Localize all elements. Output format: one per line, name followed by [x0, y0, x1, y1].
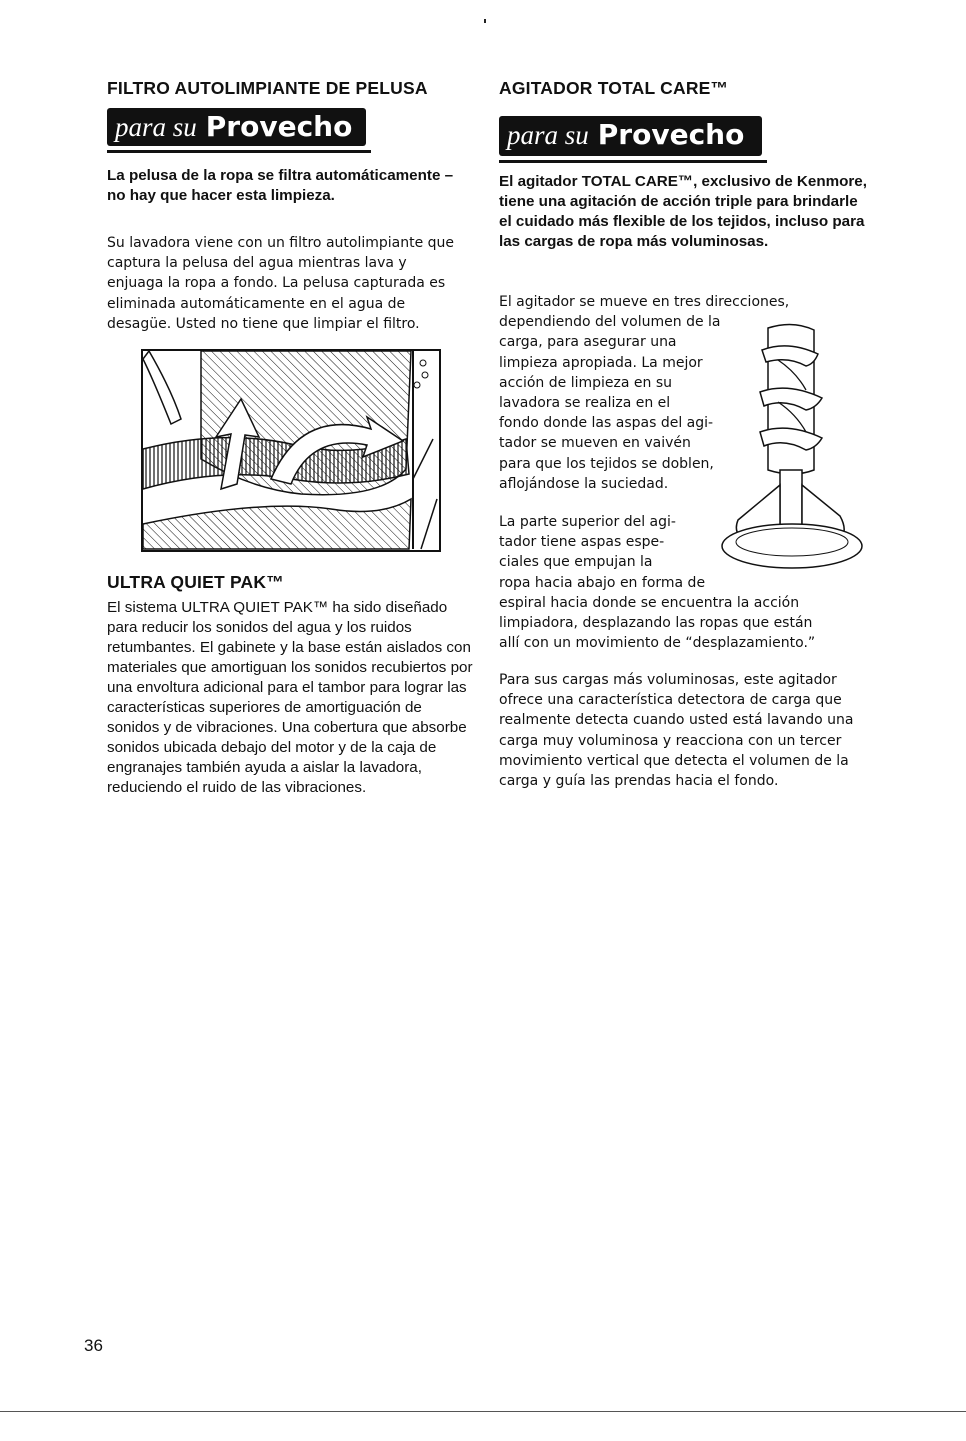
badge-underline: [499, 160, 767, 163]
lint-filter-illustration: [141, 349, 441, 552]
text-line: acción de limpieza en su: [499, 374, 672, 391]
badge-word-text: Provecho: [205, 110, 353, 143]
text-line: carga, para asegurar una: [499, 334, 677, 351]
text-line: allí con un movimiento de “desplazamiento.”: [499, 635, 816, 652]
badge-underline: [107, 150, 371, 153]
text-line: fondo donde las aspas del agi-: [499, 415, 714, 432]
text-line: tador se mueven en vaivén: [499, 435, 691, 452]
text-line: ciales que empujan la: [499, 554, 653, 571]
text-line: espiral hacia donde se encuentra la acción: [499, 594, 800, 611]
page-bottom-rule: [0, 1411, 966, 1412]
text-line: ropa hacia abajo en forma de: [499, 574, 706, 591]
text-line: lavadora se realiza en el: [499, 395, 671, 412]
text-line: dependiendo del volumen de la: [499, 314, 721, 331]
filter-body-text: Su lavadora viene con un filtro autolimpiante que captura la pelusa del agua mientras lava y enjuaga la ropa a fondo. La pelusa capturada es eliminada automáticamente en el agua de desagüe. Usted no tiene que limpiar el filtro.: [107, 235, 455, 332]
text-line: para que los tejidos se doblen,: [499, 455, 714, 472]
text-line: aflojándose la suciedad.: [499, 475, 669, 492]
filter-section-title: FILTRO AUTOLIMPIANTE DE PELUSA: [107, 78, 428, 98]
para-su-provecho-badge: [499, 116, 767, 163]
text-line: El agitador se mueve en tres direcciones,: [499, 294, 790, 310]
badge-script-text: para su: [115, 112, 197, 142]
text-line: tador tiene aspas espe-: [499, 534, 665, 551]
ultra-quiet-pak-body: El sistema ULTRA QUIET PAK™ ha sido diseñado para reducir los sonidos del agua y los ruidos retumbantes. El gabinete y la base están aislados con materiales que amortiguan los sonidos recubiertos por una envoltura adicional para el tambor para lograr las características superiores de amortiguación de sonidos y de vibraciones. Una cobertura que absorbe sonidos ubicada debajo del motor y de la caja de engranajes también ayuda a aislar la lavadora, reduciendo el ruido de las vibraciones.: [107, 599, 473, 796]
para-su-provecho-badge: [107, 108, 371, 153]
badge-word-text: Provecho: [597, 118, 745, 151]
text-line: limpieza apropiada. La mejor: [499, 354, 703, 371]
ultra-quiet-pak-title: ULTRA QUIET PAK™: [107, 572, 284, 592]
agitator-section-title: AGITADOR TOTAL CARE™: [499, 78, 729, 98]
agitator-lead-text: El agitador TOTAL CARE™, exclusivo de Kenmore, tiene una agitación de acción triple para brindarle el cuidado más flexible de los tejidos, incluso para las cargas de ropa más voluminosas.: [499, 173, 867, 250]
agitator-paragraph-3: Para sus cargas más voluminosas, este agitador ofrece una característica detectora de carga que realmente detecta cuando usted está lavando una carga muy voluminosa y reacciona con un tercer movimiento vertical que detecta el volumen de la carga y guía las prendas hacia el fondo.: [499, 672, 854, 790]
page-number: 36: [84, 1336, 103, 1355]
text-line: La parte superior del agi-: [499, 514, 676, 530]
text-line: limpiadora, desplazando las ropas que están: [499, 615, 813, 632]
filter-lead-text: La pelusa de la ropa se filtra automáticamente – no hay que hacer esta limpieza.: [107, 167, 454, 204]
stray-mark: [484, 19, 486, 23]
badge-script-text: para su: [507, 120, 589, 150]
agitator-illustration: [718, 320, 866, 572]
